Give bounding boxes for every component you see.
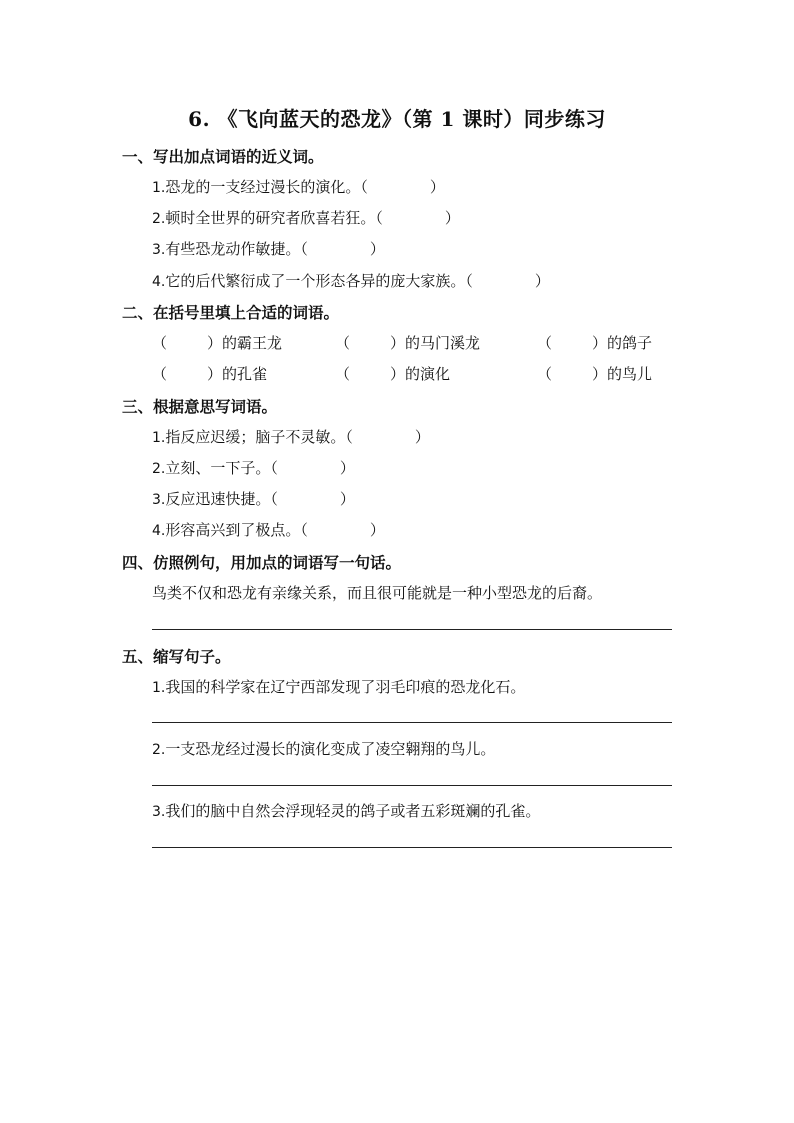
close-paren: ） <box>207 365 223 383</box>
s2-cell-text: 的孔雀 <box>222 365 268 383</box>
open-paren: （ <box>335 365 351 383</box>
close-paren: ） <box>207 334 223 352</box>
s2-cell-r2c2[interactable] <box>335 363 450 384</box>
close-paren: ） <box>390 334 406 352</box>
s5-item-2-num: 2. <box>152 742 166 758</box>
s3-item-1-num: 1. <box>152 430 166 446</box>
s3-item-4-text: 形容高兴到了极点。（ <box>165 521 308 539</box>
s3-item-1 <box>152 426 430 447</box>
s5-item-2 <box>152 738 495 759</box>
s1-item-4-text: 它的后代繁衍成了一个形态各异的庞大家族。（ <box>165 272 473 290</box>
s5-item-3 <box>152 800 540 821</box>
example-sentence: 鸟类不仅和恐龙有亲缘关系，而且很可能就是一种小型恐龙的后裔。 <box>152 584 603 602</box>
s5-item-3-num: 3. <box>152 804 166 820</box>
section-3-heading: 三、根据意思写词语。 <box>122 397 278 416</box>
s2-cell-r2c3[interactable] <box>537 363 652 384</box>
s2-cell-r2c1[interactable] <box>152 363 267 384</box>
section-2-heading: 二、在括号里填上合适的词语。 <box>122 303 340 322</box>
s3-item-2-num: 2. <box>152 461 166 477</box>
s2-cell-text: 的马门溪龙 <box>405 334 481 352</box>
s2-cell-r1c2[interactable] <box>335 332 480 353</box>
open-paren: （ <box>152 365 168 383</box>
s5-item-2-text: 一支恐龙经过漫长的演化变成了凌空翱翔的鸟儿。 <box>165 740 496 758</box>
s2-cell-r1c3[interactable] <box>537 332 652 353</box>
s5-item-1-num: 1. <box>152 680 166 696</box>
s3-item-2-text: 立刻、一下子。（ <box>165 459 278 477</box>
s5-item-1 <box>152 676 525 697</box>
s1-item-2 <box>152 207 460 228</box>
s1-item-4 <box>152 270 550 291</box>
open-paren: （ <box>537 334 553 352</box>
s1-item-1-text: 恐龙的一支经过漫长的演化。（ <box>165 178 368 196</box>
s3-item-2-close: ） <box>339 459 355 477</box>
s2-cell-text: 的鸽子 <box>607 334 653 352</box>
answer-line[interactable] <box>152 847 672 848</box>
s3-item-1-text: 指反应迟缓；脑子不灵敏。（ <box>165 428 353 446</box>
s1-item-1 <box>152 176 445 197</box>
open-paren: （ <box>152 334 168 352</box>
close-paren: ） <box>592 365 608 383</box>
s5-item-3-text: 我们的脑中自然会浮现轻灵的鸽子或者五彩斑斓的孔雀。 <box>165 802 541 820</box>
open-paren: （ <box>335 334 351 352</box>
s1-item-3-close: ） <box>369 240 385 258</box>
s1-item-2-close: ） <box>444 209 460 227</box>
s3-item-3-num: 3. <box>152 492 166 508</box>
close-paren: ） <box>390 365 406 383</box>
s3-item-4-num: 4. <box>152 523 166 539</box>
s2-cell-text: 的霸王龙 <box>222 334 283 352</box>
s2-cell-text: 的鸟儿 <box>607 365 653 383</box>
s3-item-4 <box>152 519 385 540</box>
section-4-heading: 四、仿照例句，用加点的词语写一句话。 <box>122 553 402 572</box>
s1-item-4-num: 4. <box>152 274 166 290</box>
section-5-heading: 五、缩写句子。 <box>122 647 231 666</box>
s1-item-3-num: 3. <box>152 242 166 258</box>
answer-line[interactable] <box>152 785 672 786</box>
s1-item-3-text: 有些恐龙动作敏捷。（ <box>165 240 308 258</box>
s3-item-3 <box>152 488 355 509</box>
answer-line[interactable] <box>152 629 672 630</box>
s3-item-2 <box>152 457 355 478</box>
s3-item-1-close: ） <box>414 428 430 446</box>
s1-item-1-num: 1. <box>152 180 166 196</box>
page-title: 6. 《飞向蓝天的恐龙》（第 1 课时）同步练习 <box>188 107 606 131</box>
s3-item-3-text: 反应迅速快捷。（ <box>165 490 278 508</box>
s1-item-2-num: 2. <box>152 211 166 227</box>
s2-cell-r1c1[interactable] <box>152 332 282 353</box>
s2-cell-text: 的演化 <box>405 365 451 383</box>
s1-item-4-close: ） <box>534 272 550 290</box>
s3-item-4-close: ） <box>369 521 385 539</box>
s5-item-1-text: 我国的科学家在辽宁西部发现了羽毛印痕的恐龙化石。 <box>165 678 526 696</box>
section-1-heading: 一、写出加点词语的近义词。 <box>122 147 324 166</box>
open-paren: （ <box>537 365 553 383</box>
answer-line[interactable] <box>152 722 672 723</box>
s1-item-1-close: ） <box>429 178 445 196</box>
s3-item-3-close: ） <box>339 490 355 508</box>
s1-item-3 <box>152 238 385 259</box>
s1-item-2-text: 顿时全世界的研究者欣喜若狂。（ <box>165 209 383 227</box>
close-paren: ） <box>592 334 608 352</box>
